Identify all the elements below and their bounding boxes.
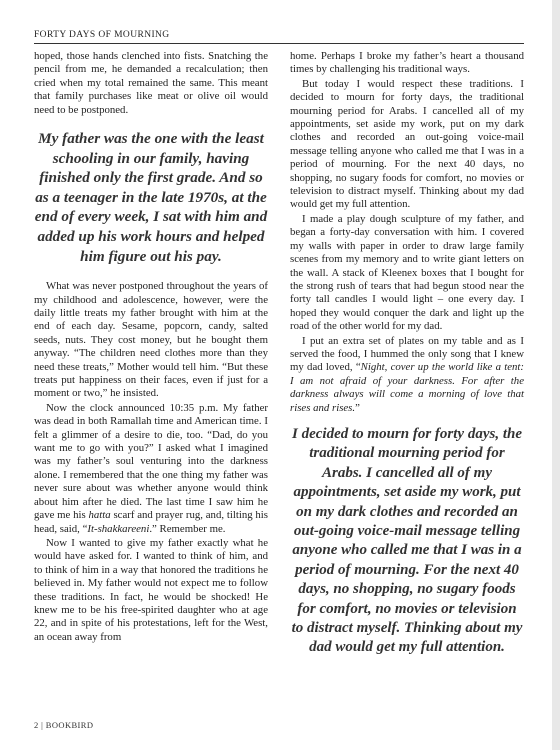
right-column — [290, 50, 524, 672]
left-paragraph-3 — [34, 402, 268, 536]
right-paragraph-1: home. Perhaps I broke my father’s heart a thousand times by challenging his traditional ways. — [290, 50, 524, 76]
left-paragraph-3-part-c: .” Remember me. — [149, 522, 226, 535]
right-paragraph-3: I made a play dough sculpture of my father, and began a forty-day conversation with him. I covered my walls with paper in order to draw large family scenes from my memory and to write giant letters on the wall. A stack of Kleenex boxes that I bought for the strong rush of tears that had begun stood near the forty tall candles I would light – one every day. I hoped they would conquer the dark and light up the road of the other world for my dad. — [290, 212, 524, 333]
page-footer: 2 | BOOKBIRD — [34, 720, 94, 730]
right-paragraph-2: But today I would respect these traditions. I decided to mourn for forty days, the traditional mourning period for Arabs. I cancelled all of my appointments, set aside my work, put on my dark clothes and recorded an out-going voice-mail message telling anyone who called me that I was in a period of mourning. For the next 40 days, no shopping, no sugary foods for comfort, no movies or television to distract myself. Thinking about my dad would get my full attention. — [290, 77, 524, 211]
right-paragraph-4-part-b: ” — [355, 401, 360, 414]
running-head: FORTY DAYS OF MOURNING — [34, 30, 524, 44]
hatta-word: hatta — [88, 509, 111, 522]
left-column — [34, 50, 268, 644]
left-pull-quote: My father was the one with the least schooling in our family, having finished only the first grade. And so as a teenager in the late 1970s, at the end of every week, I sat with him and added up his work hours and helped him figure out his pay. — [34, 130, 268, 265]
right-paragraph-4-part-a: I put an extra set of plates on my table and as I served the food, I hummed the only song that I knew my dad loved, “ — [290, 334, 524, 374]
right-pull-quote: I decided to mourn for forty days, the traditional mourning period for Arabs. I cancelled all of my appointments, set aside my work, put on my dark clothes and recorded an out-going voice-mail message telling anyone who called me that I was in a period of mourning. For the next 40 days, no shopping, no sugary foods for comfort, no movies or television to distract myself. Thinking about my dad would get my full attention. — [291, 425, 523, 656]
left-paragraph-1: hoped, those hands clenched into fists. Snatching the pencil from me, he demanded a recalculation; then cried when my total remained the same. This meant that family purchases like meat or olive oil would need to be postponed. — [34, 50, 268, 116]
song-lyrics: Night, cover up the world like a tent: I am not afraid of your darkness. For after the darkness always will come a morning of love that rises and rises. — [290, 361, 524, 414]
itshakkareeni-word: It-shakkareeni — [87, 522, 150, 535]
left-paragraph-3-part-b: scarf and prayer rug, and, tilting his head, said, “ — [34, 509, 268, 535]
left-paragraph-4: Now I wanted to give my father exactly what he would have asked for. I wanted to think of him, and to think of him in a way that honored the traditions he believed in. My father would not expect me to follow these traditions. In fact, he would be shocked! He knew me to be his free-spirited daughter who at age 22, and in spite of his protestations, left for the West, an ocean away from — [34, 536, 268, 643]
left-paragraph-3-part-a: Now the clock announced 10:35 p.m. My father was dead in both Ramallah time and American time. I felt a glimmer of a desire to die, too. “Dad, do you want me to go with you?” I asked what I imagined was my father’s soul venturing into the darkness alone. I remembered that the one thing my father was never sure about was whether anyone would think about him after he died. The last time I saw him he gave me his — [34, 401, 268, 522]
right-paragraph-4 — [290, 335, 524, 415]
left-paragraph-2: What was never postponed throughout the years of my childhood and adolescence, however, were the daily little treats my father brought with him at the end of each day. Sesame, popcorn, candy, salted seeds, nuts. They cost money, but he bought them anyway. “The children need clothes more than they need these treats,” Mother would tell him. “But these treats put happiness on their faces, even if just for a moment or two,” he insisted. — [34, 280, 268, 400]
